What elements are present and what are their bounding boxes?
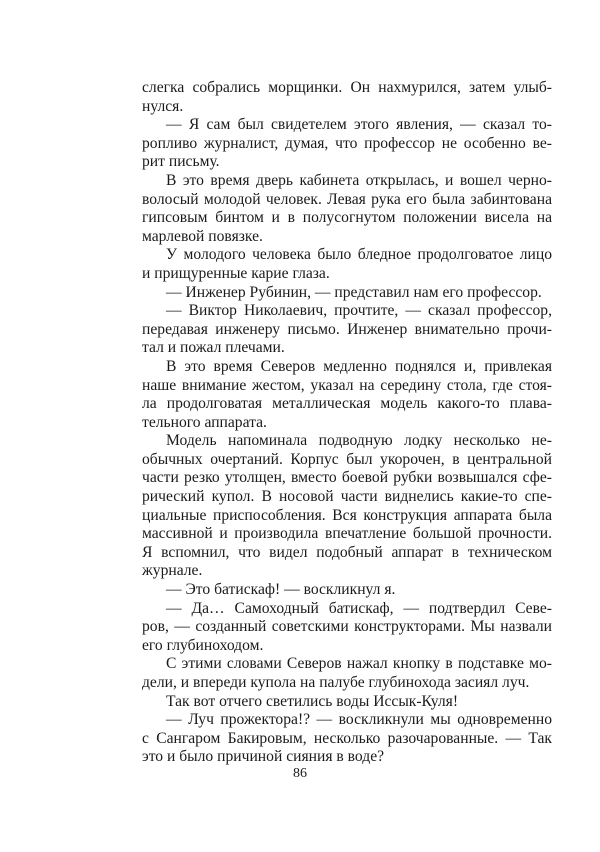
text-line: ла продолговатая металлическая модель какого-то плава- — [142, 395, 552, 413]
text-line: это и было причиной сияния в воде? — [142, 748, 385, 766]
text-line: Так вот отчего светились воды Иссык-Куля! — [166, 692, 459, 710]
paragraph — [142, 116, 552, 172]
text-line: циальные приспособления. Вся конструкция аппарата была — [142, 506, 552, 524]
text-line: — Инженер Рубинин, — представил нам его профессор. — [166, 283, 542, 301]
paragraph — [142, 284, 552, 303]
paragraph — [142, 302, 552, 358]
text-line: ропливо журналист, думая, что профессор не особенно ве- — [142, 134, 552, 152]
text-line: — Я сам был свидетелем этого явления, — сказал то- — [166, 116, 552, 134]
text-line: — Луч прожектора!? — воскликнули мы одновременно — [166, 711, 552, 729]
text-line: рит письму. — [142, 153, 220, 171]
text-line: — Да… Самоходный батискаф, — подтвердил Севе- — [166, 599, 552, 617]
text-line: дели, и впереди купола на палубе глубинохода засиял луч. — [142, 674, 530, 691]
paragraph — [142, 172, 552, 246]
page-text — [142, 79, 552, 767]
paragraph — [142, 711, 552, 767]
paragraph — [142, 600, 552, 656]
text-line: массивной и производила впечатление большой прочности. — [142, 525, 552, 543]
text-line: журнале. — [142, 562, 203, 580]
text-line: его глубиноходом. — [142, 636, 264, 654]
text-line: обычных очертаний. Корпус был укорочен, в центральной — [142, 450, 552, 468]
paragraph — [142, 693, 552, 712]
text-line: В это время Северов медленно поднялся и, привлекая — [166, 357, 552, 375]
text-line: Модель напоминала подводную лодку несколько не- — [166, 432, 552, 450]
text-line: волосый молодой человек. Левая рука его была забинтована — [142, 190, 552, 208]
text-line: — Это батискаф! — воскликнул я. — [166, 581, 396, 599]
text-line: части резко утолщен, вместо боевой рубки возвышался сфе- — [142, 469, 552, 487]
paragraph — [142, 432, 552, 581]
text-line: рический купол. В носовой части виднелись какие-то спе- — [142, 488, 552, 506]
paragraph — [142, 246, 552, 283]
text-line: В это время дверь кабинета открылась, и вошел черно- — [166, 171, 552, 189]
paragraph — [142, 79, 552, 116]
text-line: и прищуренные карие глаза. — [142, 264, 330, 282]
text-line: Я вспомнил, что видел подобный аппарат в техническом — [142, 543, 552, 561]
text-line: ров, — созданный советскими конструкторами. Мы назвали — [142, 618, 552, 636]
text-line: — Виктор Николаевич, прочтите, — сказал профессор, — [166, 302, 552, 320]
page-number: 86 — [293, 766, 307, 781]
paragraph — [142, 358, 552, 432]
text-line: тельного аппарата. — [142, 413, 267, 431]
paragraph — [142, 581, 552, 600]
text-line: передавая инженеру письмо. Инженер внимательно прочи- — [142, 320, 552, 338]
paragraph — [142, 655, 552, 692]
text-line: У молодого человека было бледное продолговатое лицо — [166, 246, 552, 264]
text-line: с Сангаром Бакировым, несколько разочарованные. — Так — [142, 729, 552, 747]
text-line: тал и пожал плечами. — [142, 339, 285, 357]
text-line: марлевой повязке. — [142, 227, 263, 245]
text-line: С этими словами Северов нажал кнопку в подставке мо- — [166, 655, 552, 673]
text-line: нулся. — [142, 97, 184, 115]
text-line: гипсовым бинтом и в полусогнутом положении висела на — [142, 209, 552, 227]
text-line: наше внимание жестом, указал на середину стола, где стоя- — [142, 376, 552, 394]
text-line: слегка собрались морщинки. Он нахмурился, затем улыб- — [142, 79, 552, 96]
